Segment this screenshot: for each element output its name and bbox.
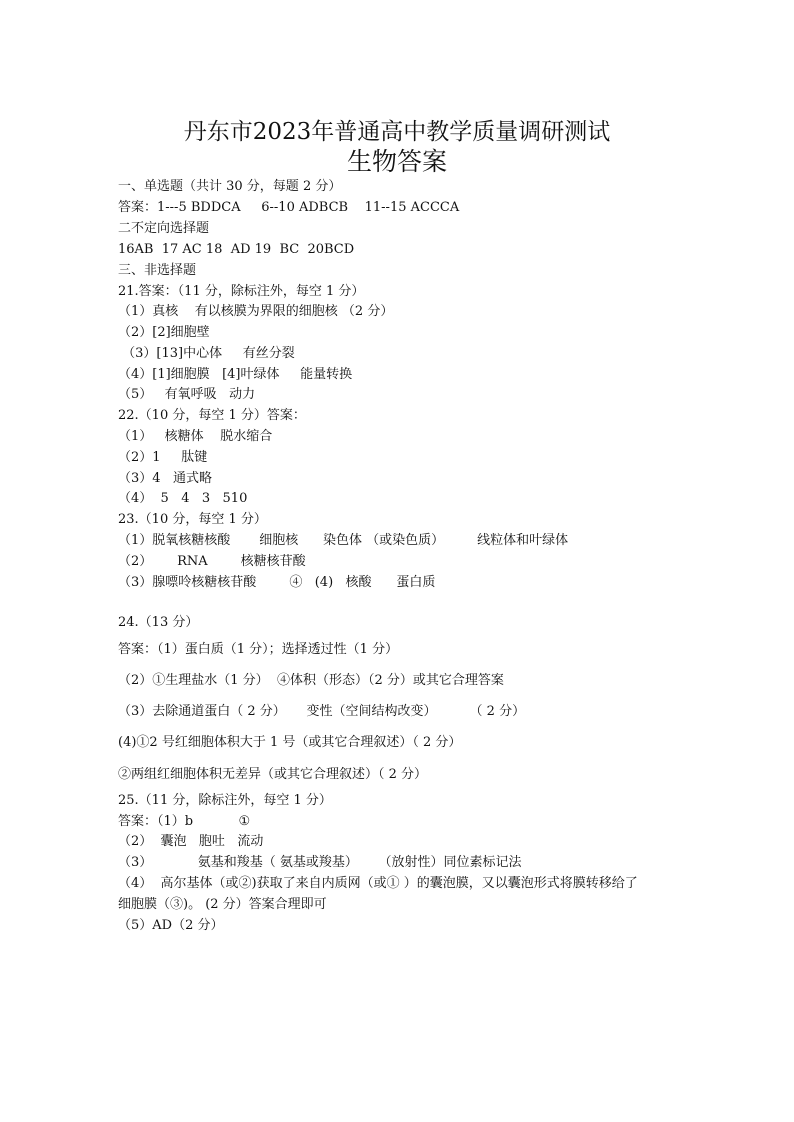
text-line: 二不定向选择题 <box>118 221 210 236</box>
text-line: （3）腺嘌呤核糖核苷酸 ④ (4) 核酸 蛋白质 <box>118 575 436 590</box>
text-line: （5） 有氧呼吸 动力 <box>118 387 256 402</box>
text-line: （1） 核糖体 脱水缩合 <box>118 429 273 444</box>
text-line: （1）真核 有以核膜为界限的细胞核 （2 分） <box>118 304 394 319</box>
text-line: 三、非选择题 <box>118 263 197 278</box>
text-line: （2）1 肽键 <box>118 450 208 465</box>
text-line: （3）4 通式略 <box>118 471 212 486</box>
page-title: 丹东市2023年普通高中教学质量调研测试 <box>183 119 611 145</box>
text-line: 答案：（1）b ① <box>118 814 251 829</box>
page-subtitle: 生物答案 <box>346 147 447 176</box>
text-line: （5）AD（2 分） <box>118 918 224 933</box>
text-line: （4）[1]细胞膜 [4]叶绿体 能量转换 <box>118 367 353 382</box>
text-line: 23.（10 分，每空 1 分） <box>118 512 267 527</box>
text-line: 16AB 17 AC 18 AD 19 BC 20BCD <box>118 242 355 257</box>
text-line: （4） 高尔基体（或②)获取了来自内质网（或① ）的囊泡膜，又以囊泡形式将膜转移给了 <box>118 876 638 891</box>
text-line: （3） 氨基和羧基（ 氨基或羧基） （放射性）同位素标记法 <box>118 855 522 870</box>
text-line: 21.答案：（11 分，除标注外，每空 1 分） <box>118 284 365 299</box>
text-line: 答案：（1）蛋白质（1 分）；选择透过性（1 分） <box>118 642 399 657</box>
text-line: （3）[13]中心体 有丝分裂 <box>118 346 295 361</box>
text-line: 22.（10 分，每空 1 分）答案： <box>118 408 306 423</box>
text-line: 25.（11 分，除标注外，每空 1 分） <box>118 793 332 808</box>
text-line: （3）去除通道蛋白（ 2 分） 变性（空间结构改变） （ 2 分） <box>118 704 526 719</box>
text-line: 24.（13 分） <box>118 615 199 630</box>
text-line: 细胞膜（③)。 (2 分）答案合理即可 <box>118 897 327 912</box>
text-line: ②两组红细胞体积无差异（或其它合理叙述）（ 2 分） <box>118 767 428 782</box>
text-line: （2） 囊泡 胞吐 流动 <box>118 834 264 849</box>
text-line: 答案：1---5 BDDCA 6--10 ADBCB 11--15 ACCCA <box>118 200 460 215</box>
text-line: （2）①生理盐水（1 分） ④体积（形态）（2 分）或其它合理答案 <box>118 673 504 688</box>
text-line: （2）[2]细胞壁 <box>118 325 210 340</box>
text-line: （4） 5 4 3 510 <box>118 491 248 506</box>
text-line: （2） RNA 核糖核苷酸 <box>118 554 306 569</box>
text-line: （1）脱氧核糖核酸 细胞核 染色体 （或染色质） 线粒体和叶绿体 <box>118 533 569 548</box>
text-line: 一、单选题（共计 30 分，每题 2 分） <box>118 179 342 194</box>
text-line: (4)①2 号红细胞体积大于 1 号（或其它合理叙述）（ 2 分） <box>118 735 462 750</box>
